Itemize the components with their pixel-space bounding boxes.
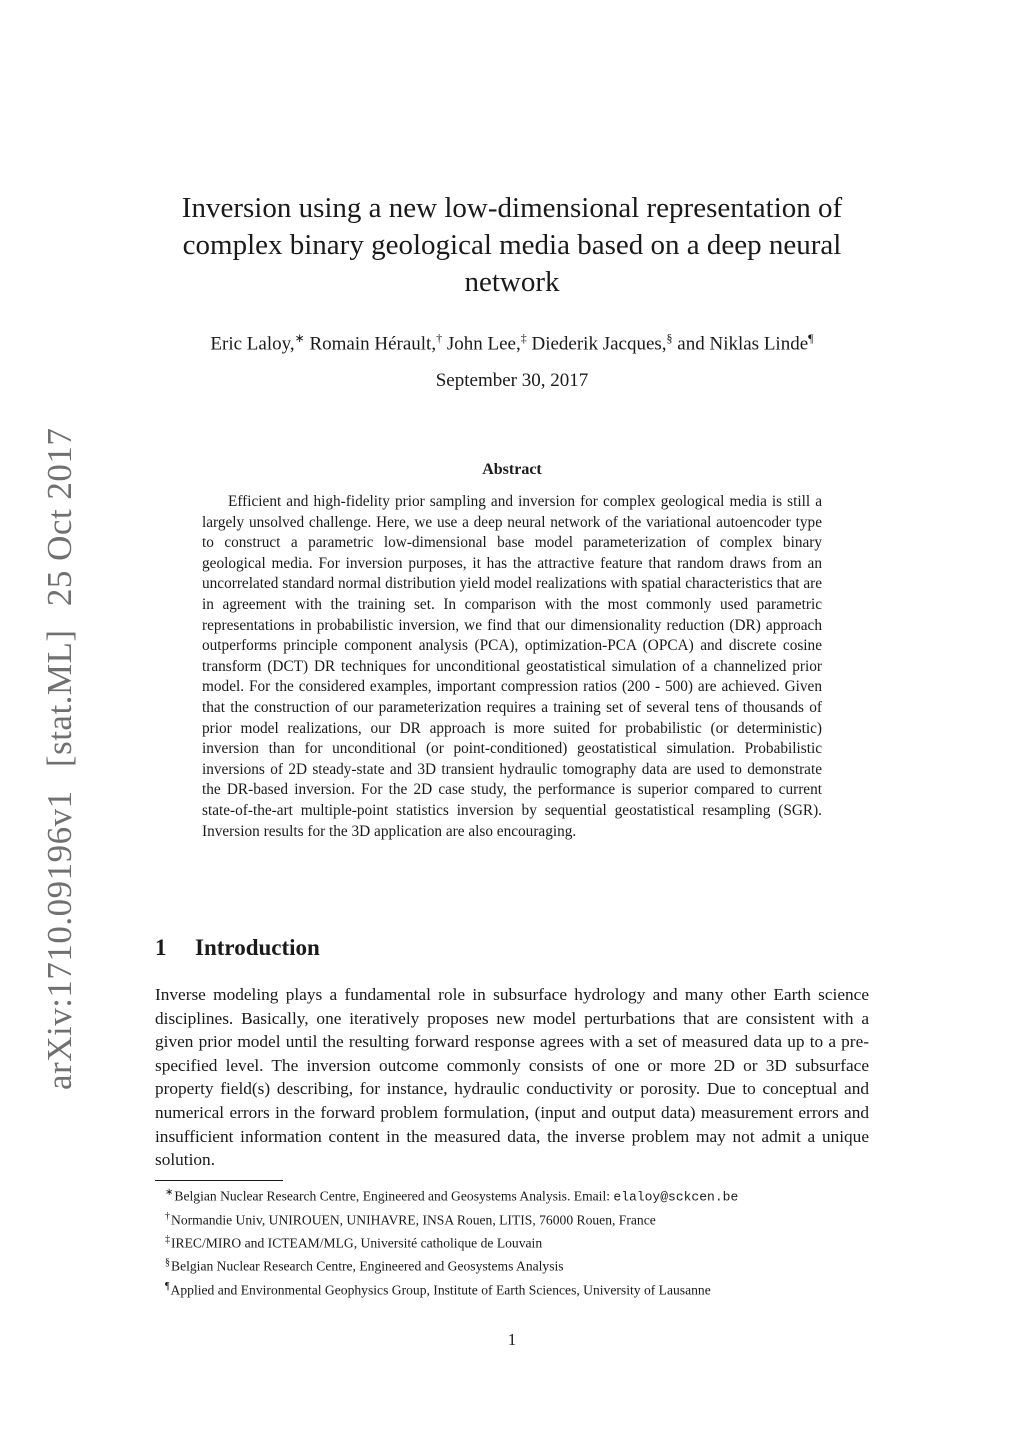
- arxiv-identifier-margin: [40, 427, 80, 1090]
- author-name: Eric Laloy: [210, 333, 290, 355]
- section-title: Introduction: [195, 935, 320, 960]
- footnote: [155, 1277, 885, 1300]
- author-email-link[interactable]: elaloy@sckcen.be: [613, 1189, 739, 1205]
- paper-title: Inversion using a new low-dimensional representation of complex binary geological media based on a deep neural network: [181, 192, 843, 298]
- footnote-mark: §: [165, 1257, 170, 1269]
- author-name: Romain Hérault: [309, 333, 432, 355]
- author-name: Niklas Linde: [709, 333, 809, 355]
- author-footnote-mark: §: [666, 331, 673, 345]
- author-footnote-mark: ‡: [520, 331, 527, 345]
- author-footnote-mark: ¶: [808, 331, 814, 345]
- footnote: [155, 1183, 885, 1207]
- author-conjunction: and: [677, 333, 705, 355]
- author-name: Diederik Jacques: [531, 333, 662, 355]
- arxiv-category: [stat.ML]: [40, 629, 79, 768]
- arxiv-id: arXiv:1710.09196v1: [40, 790, 79, 1090]
- arxiv-date: 25 Oct 2017: [40, 427, 79, 607]
- footnote-divider: [155, 1180, 283, 1181]
- introduction-paragraph: Inverse modeling plays a fundamental role in subsurface hydrology and many other Earth science disciplines. Basically, one iteratively proposes new model perturbations that are consistent with a given prior model until the resulting forward response agrees with a set of measured data up to a pre-specified level. The inversion outcome commonly consists of one or more 2D or 3D subsurface property field(s) describing, for instance, hydraulic conductivity or porosity. Due to conceptual and numerical errors in the forward problem formulation, (input and output data) measurement errors and insufficient information content in the measured data, the inverse problem may not admit a unique solution.: [155, 985, 869, 1170]
- footnote-mark: ∗: [165, 1187, 174, 1198]
- footnote: [155, 1230, 885, 1253]
- footnote: [155, 1253, 885, 1276]
- footnote-text: IREC/MIRO and ICTEAM/MLG, Université catholique de Louvain: [171, 1235, 543, 1251]
- footnote-text: Belgian Nuclear Research Centre, Engineered and Geosystems Analysis. Email:: [174, 1188, 614, 1204]
- footnote-text: Belgian Nuclear Research Centre, Engineered and Geosystems Analysis: [171, 1258, 564, 1274]
- page-number: 1: [507, 1330, 517, 1349]
- paper-date: September 30, 2017: [435, 370, 589, 391]
- footnote-mark: ¶: [165, 1280, 170, 1292]
- section-number: 1: [155, 935, 167, 960]
- footnote-text: Normandie Univ, UNIROUEN, UNIHAVRE, INSA Rouen, LITIS, 76000 Rouen, France: [171, 1212, 656, 1228]
- footnotes: [155, 1183, 885, 1300]
- author-footnote-mark: ∗: [294, 331, 305, 345]
- author-list: Eric Laloy,∗ Romain Hérault,† John Lee,‡ Diederik Jacques,§ and Niklas Linde¶: [210, 331, 814, 355]
- abstract-heading: Abstract: [482, 461, 542, 478]
- footnote: [155, 1207, 885, 1230]
- abstract-text: Efficient and high-fidelity prior sampling and inversion for complex geological media is still a largely unsolved challenge. Here, we use a deep neural network of the variational autoencoder type to construct a parametric low-dimensional base model parameterization of complex binary geological media. For inversion purposes, it has the attractive feature that random draws from an uncorrelated standard normal distribution yield model realizations with spatial characteristics that are in agreement with the training set. In comparison with the most commonly used parametric representations in probabilistic inversion, we find that our dimensionality reduction (DR) approach outperforms principle component analysis (PCA), optimization-PCA (OPCA) and discrete cosine transform (DCT) DR techniques for unconditional geostatistical simulation of a channelized prior model. For the considered examples, important compression ratios (200 - 500) are achieved. Given that the construction of our parameterization requires a training set of several tens of thousands of prior model realizations, our DR approach is more suited for probabilistic (or deterministic) inversion than for unconditional (or point-conditioned) geostatistical simulation. Probabilistic inversions of 2D steady-state and 3D transient hydraulic tomography data are used to demonstrate the DR-based inversion. For the 2D case study, the performance is superior compared to current state-of-the-art multiple-point statistics inversion by sequential geostatistical resampling (SGR). Inversion results for the 3D application are also encouraging.: [202, 493, 822, 840]
- footnote-mark: †: [165, 1211, 170, 1223]
- author-name: John Lee: [446, 333, 516, 355]
- author-footnote-mark: †: [436, 331, 443, 345]
- section-heading-introduction: [155, 935, 875, 961]
- footnote-mark: ‡: [165, 1234, 170, 1246]
- footnote-text: Applied and Environmental Geophysics Group, Institute of Earth Sciences, University of Lausanne: [170, 1282, 711, 1298]
